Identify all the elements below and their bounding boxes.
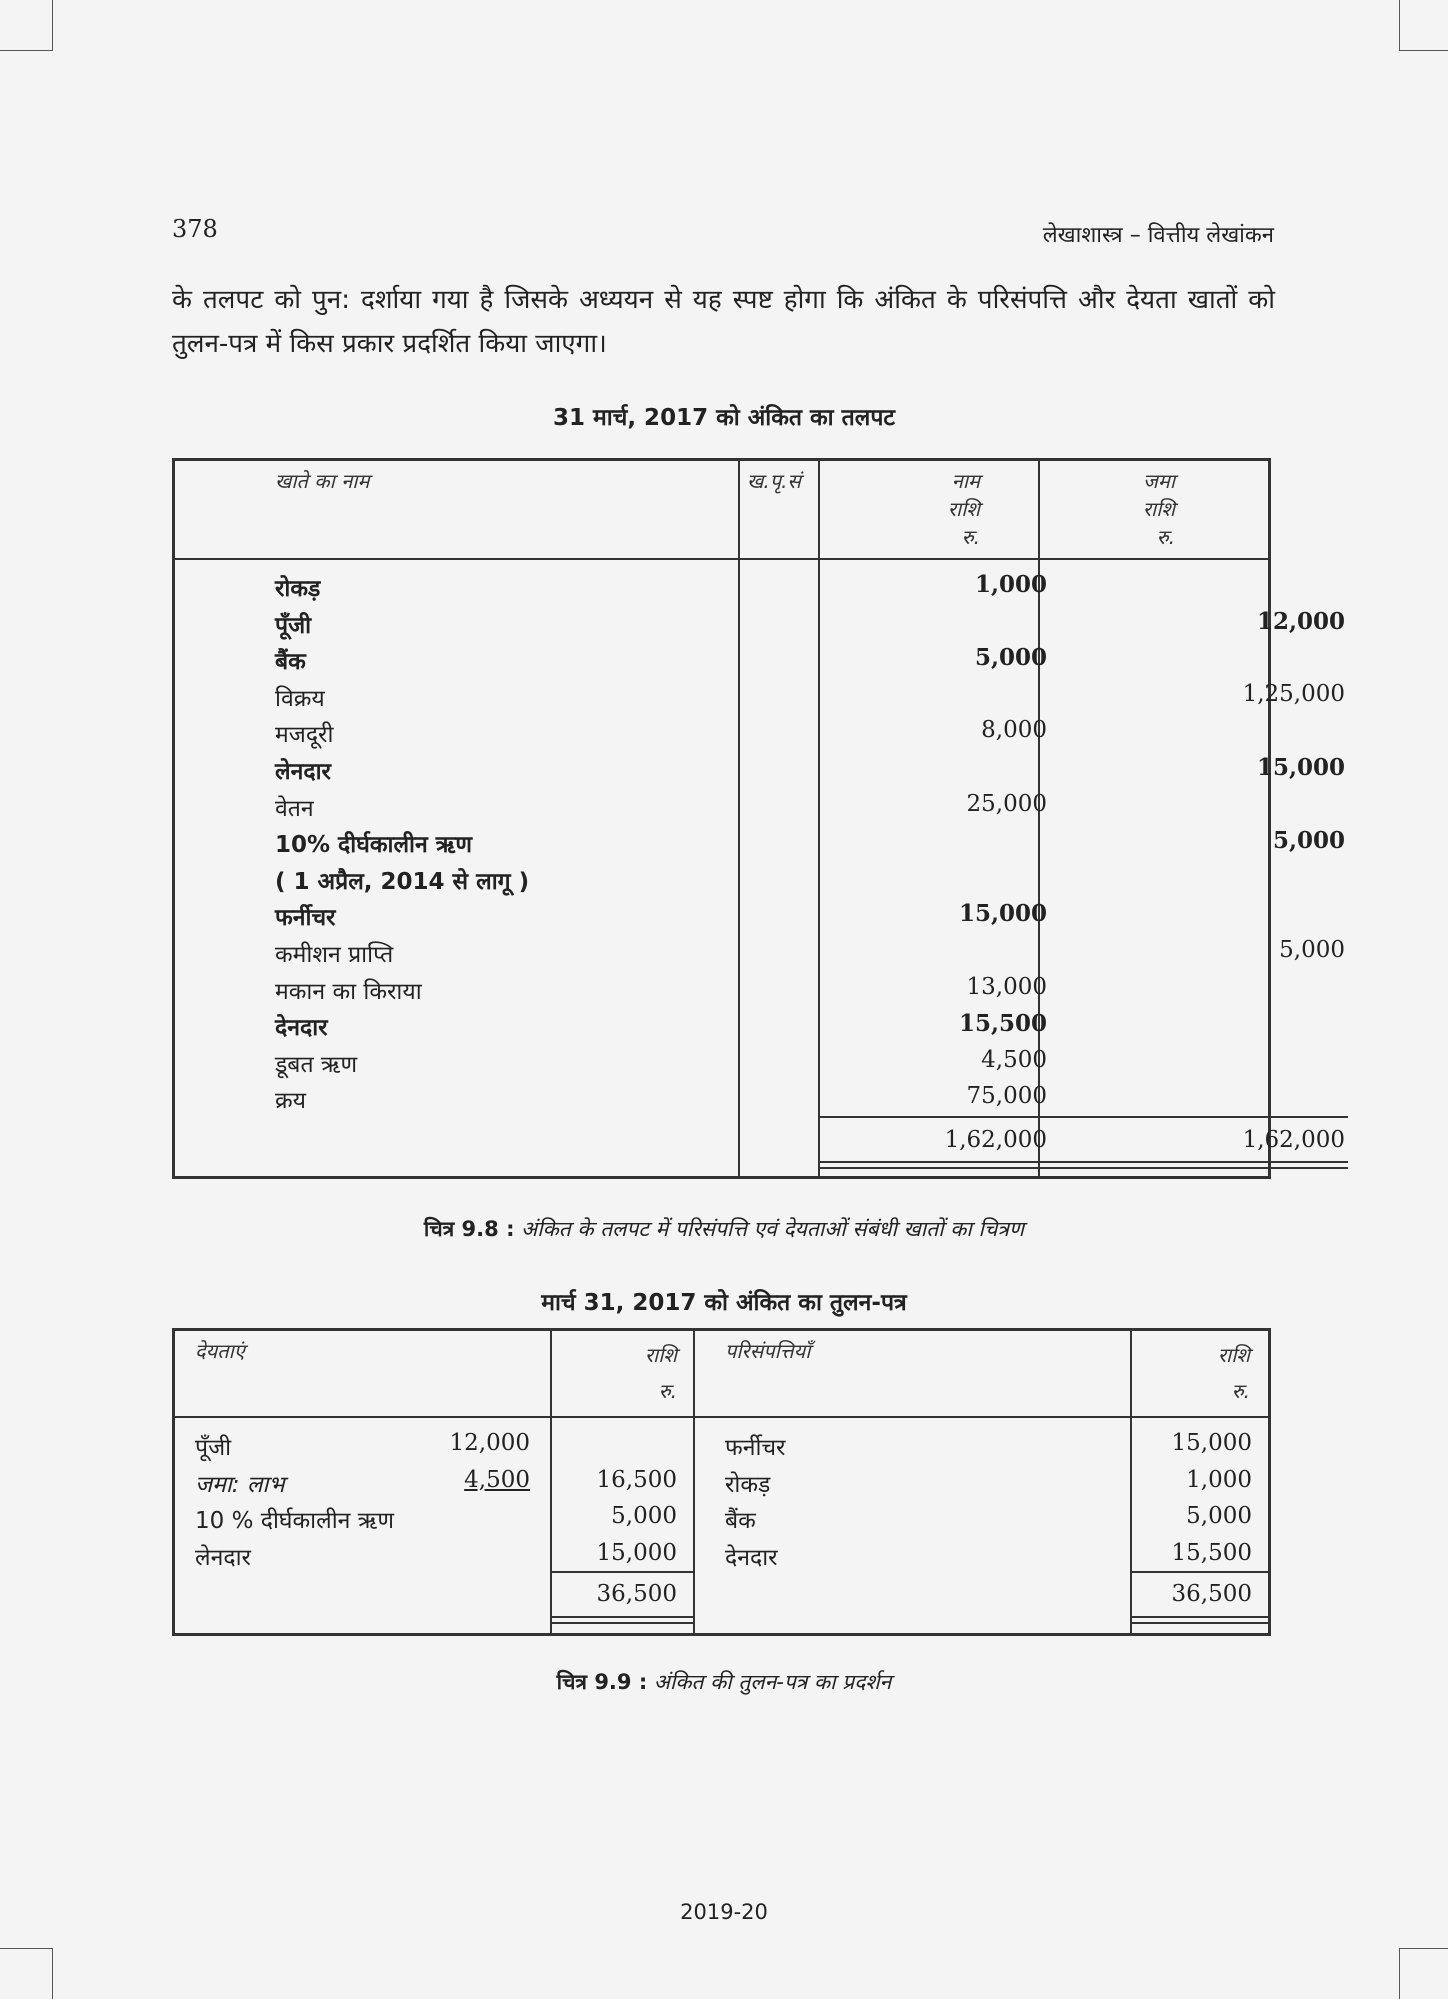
debit-amount: 75,000 <box>966 1083 1047 1110</box>
liability-amount: 16,500 <box>596 1466 677 1493</box>
total-assets: 36,500 <box>1171 1581 1252 1607</box>
debit-amount: 5,000 <box>974 644 1047 672</box>
total-liabilities: 36,500 <box>596 1581 677 1607</box>
liability-label: लेनदार <box>195 1544 251 1571</box>
balance-sheet-total-row <box>175 1579 1268 1615</box>
bs-total-double-1 <box>550 1616 695 1618</box>
debit-amount: 25,000 <box>966 790 1047 817</box>
trial-balance-row <box>175 1008 1268 1044</box>
debit-amount: 8,000 <box>981 717 1047 744</box>
asset-amount: 5,000 <box>1186 1503 1252 1529</box>
credit-amount: 15,000 <box>1256 754 1345 781</box>
account-name: क्रय <box>275 1088 307 1115</box>
trial-balance-row <box>175 752 1345 788</box>
trial-balance-table <box>172 458 1345 1179</box>
account-name: बैंक <box>275 649 306 676</box>
crop-mark-top-right <box>1399 0 1448 51</box>
header-amount-2: राशि रु. <box>1217 1343 1250 1403</box>
account-name: ( 1 अप्रैल, 2014 से लागू ) <box>275 868 530 895</box>
balance-sheet-row <box>175 1501 1268 1537</box>
header-credit: जमा राशि रु. <box>1142 469 1175 549</box>
running-head: लेखाशास्त्र – वित्तीय लेखांकन <box>1042 223 1274 248</box>
account-name: रोकड़ <box>275 576 321 602</box>
debit-amount: 15,000 <box>958 900 1047 928</box>
header-debit: नाम राशि रु. <box>947 469 980 549</box>
crop-mark-top-left <box>0 0 53 51</box>
account-name: पूँजी <box>275 612 312 639</box>
account-name: 10% दीर्घकालीन ऋण <box>275 832 473 859</box>
header-lf: ख.पृ.सं <box>747 469 801 493</box>
account-name: देनदार <box>275 1015 328 1042</box>
balance-sheet-row <box>175 1538 1268 1574</box>
page-number: 378 <box>172 215 218 243</box>
account-name: डूबत ऋण <box>275 1051 358 1078</box>
account-name: मकान का किराया <box>275 978 422 1005</box>
balance-sheet-row <box>175 1465 1268 1501</box>
crop-mark-bottom-left <box>0 1948 53 1999</box>
balance-sheet-table <box>172 1328 1271 1636</box>
credit-amount: 5,000 <box>1272 827 1345 855</box>
liability-label: पूँजी <box>195 1435 232 1461</box>
caption-fig-9-8: चित्र 9.8 : अंकित के तलपट में परिसंपत्ति एवं देयताओं संबंधी खातों का चित्रण <box>423 1217 1025 1241</box>
intro-paragraph: के तलपट को पुन: दर्शाया गया है जिसके अध्ययन से यह स्पष्ट होगा कि अंकित के परिसंपत्ति और देयता खातों को तुलन-पत्र में किस प्रकार प्रदर्शित किया जाएगा। <box>172 285 1275 359</box>
header-amount-1: राशि रु. <box>644 1343 677 1403</box>
header-assets: परिसंपत्तियाँ <box>725 1339 811 1363</box>
account-name: कमीशन प्राप्ति <box>275 942 394 968</box>
trial-balance-row <box>175 862 1268 898</box>
asset-amount: 15,500 <box>1171 1539 1252 1566</box>
header-divider <box>175 1416 1268 1418</box>
account-name: विक्रय <box>275 685 325 712</box>
asset-label: फर्नीचर <box>725 1435 786 1461</box>
liability-label: 10 % दीर्घकालीन ऋण <box>195 1508 395 1534</box>
total-line-top <box>818 1116 1348 1118</box>
credit-amount: 1,25,000 <box>1242 680 1345 707</box>
account-name: लेनदार <box>275 759 331 785</box>
debit-amount: 4,500 <box>981 1046 1047 1073</box>
trial-balance-row <box>175 789 1268 825</box>
trial-balance-row <box>175 972 1268 1008</box>
bs-total-double-2 <box>550 1622 695 1624</box>
liability-sub-amount: 12,000 <box>449 1430 530 1456</box>
trial-balance-row <box>175 825 1345 861</box>
asset-amount: 1,000 <box>1186 1466 1252 1493</box>
bs-total-double-1 <box>1130 1616 1270 1618</box>
caption-fig-9-9: चित्र 9.9 : अंकित की तुलन-पत्र का प्रदर्शन <box>556 1670 892 1694</box>
bs-total-line-top <box>550 1571 695 1573</box>
asset-amount: 15,000 <box>1171 1430 1252 1456</box>
liability-amount: 15,000 <box>596 1539 677 1566</box>
trial-balance-total-row <box>175 1125 1345 1161</box>
crop-mark-bottom-right <box>1399 1948 1448 1999</box>
header-divider <box>175 558 1268 560</box>
balance-sheet-title: मार्च 31, 2017 को अंकित का तुलन-पत्र <box>541 1290 907 1316</box>
total-credit: 1,62,000 <box>1242 1127 1345 1153</box>
balance-sheet-row <box>175 1428 1268 1464</box>
debit-amount: 13,000 <box>966 973 1047 1000</box>
asset-label: बैंक <box>725 1508 756 1534</box>
total-line-double-1 <box>818 1161 1348 1163</box>
credit-amount: 5,000 <box>1279 937 1345 963</box>
debit-amount: 1,000 <box>974 571 1047 598</box>
asset-label: देनदार <box>725 1544 778 1571</box>
footer-year: 2019-20 <box>680 1900 768 1924</box>
liability-amount: 5,000 <box>611 1503 677 1529</box>
account-name: फर्नीचर <box>275 905 336 932</box>
debit-amount: 15,500 <box>958 1010 1047 1038</box>
trial-balance-row <box>175 1045 1268 1081</box>
account-name: मजदूरी <box>275 722 334 749</box>
header-account: खाते का नाम <box>275 469 370 493</box>
bs-total-line-top <box>1130 1571 1270 1573</box>
trial-balance-row <box>175 679 1345 715</box>
total-line-double-2 <box>818 1167 1348 1169</box>
trial-balance-row <box>175 606 1345 642</box>
liability-sub-amount: 4,500 <box>464 1466 530 1493</box>
trial-balance-row <box>175 715 1268 751</box>
asset-label: रोकड़ <box>725 1471 771 1498</box>
trial-balance-title: 31 मार्च, 2017 को अंकित का तलपट <box>552 405 896 431</box>
trial-balance-row <box>175 935 1345 971</box>
bs-total-double-2 <box>1130 1622 1270 1624</box>
trial-balance-row <box>175 569 1268 605</box>
account-name: वेतन <box>275 795 314 822</box>
total-debit: 1,62,000 <box>944 1127 1047 1153</box>
trial-balance-row <box>175 898 1268 934</box>
liability-label: जमा: लाभ <box>195 1471 285 1498</box>
trial-balance-row <box>175 642 1268 678</box>
header-liabilities: देयताएं <box>195 1339 245 1363</box>
credit-amount: 12,000 <box>1256 607 1345 635</box>
trial-balance-row <box>175 1081 1268 1117</box>
